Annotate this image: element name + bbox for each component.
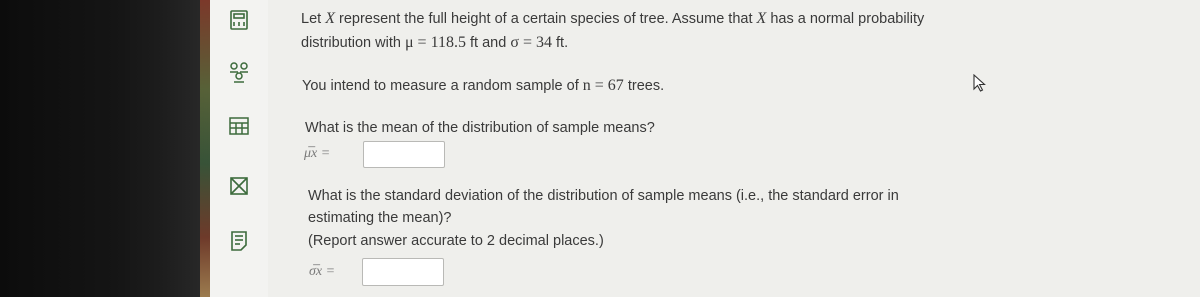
sigma-xbar-label: σ̅x = [309,264,336,279]
sample-text: trees. [623,78,665,94]
sample-size-line [302,77,664,95]
question-1-text: What is the mean of the distribution of sample means? [305,120,655,136]
intro-text: ft and [465,35,511,51]
intro-line-1 [301,10,924,28]
intro-text: Let [301,11,326,27]
question-2-line-3: (Report answer accurate to 2 decimal places.) [308,233,604,249]
question-2-line-2: estimating the mean)? [308,210,452,226]
intro-line-2 [301,34,568,52]
mu-xbar-label: μ̅x = [304,146,331,161]
background-edge-strip [200,0,210,297]
intro-text: ft. [551,35,569,51]
intro-text: has a normal probability [766,11,925,27]
grid-icon[interactable] [227,114,251,138]
calculator-icon[interactable] [227,8,251,32]
sample-text: You intend to measure a random sample of [302,78,583,94]
question-2-line-1: What is the standard deviation of the distribution of sample means (i.e., the standard error in [308,188,899,204]
envelope-icon[interactable] [227,174,251,198]
mean-answer-input[interactable] [363,141,445,168]
n-value: n = 67 [582,77,624,94]
mouse-cursor-icon [972,74,988,92]
standard-error-answer-input[interactable] [362,258,444,286]
sidebar [210,0,269,297]
var-x: X [325,10,335,27]
var-x: X [756,10,767,27]
people-icon[interactable] [227,60,251,84]
notes-icon[interactable] [227,229,251,253]
sigma-value: σ = 34 [510,34,552,51]
background-dark-area [0,0,210,297]
intro-text: represent the full height of a certain species of tree. Assume that [334,11,757,27]
mu-value: μ = 118.5 [404,34,466,51]
intro-text: distribution with [301,35,405,51]
